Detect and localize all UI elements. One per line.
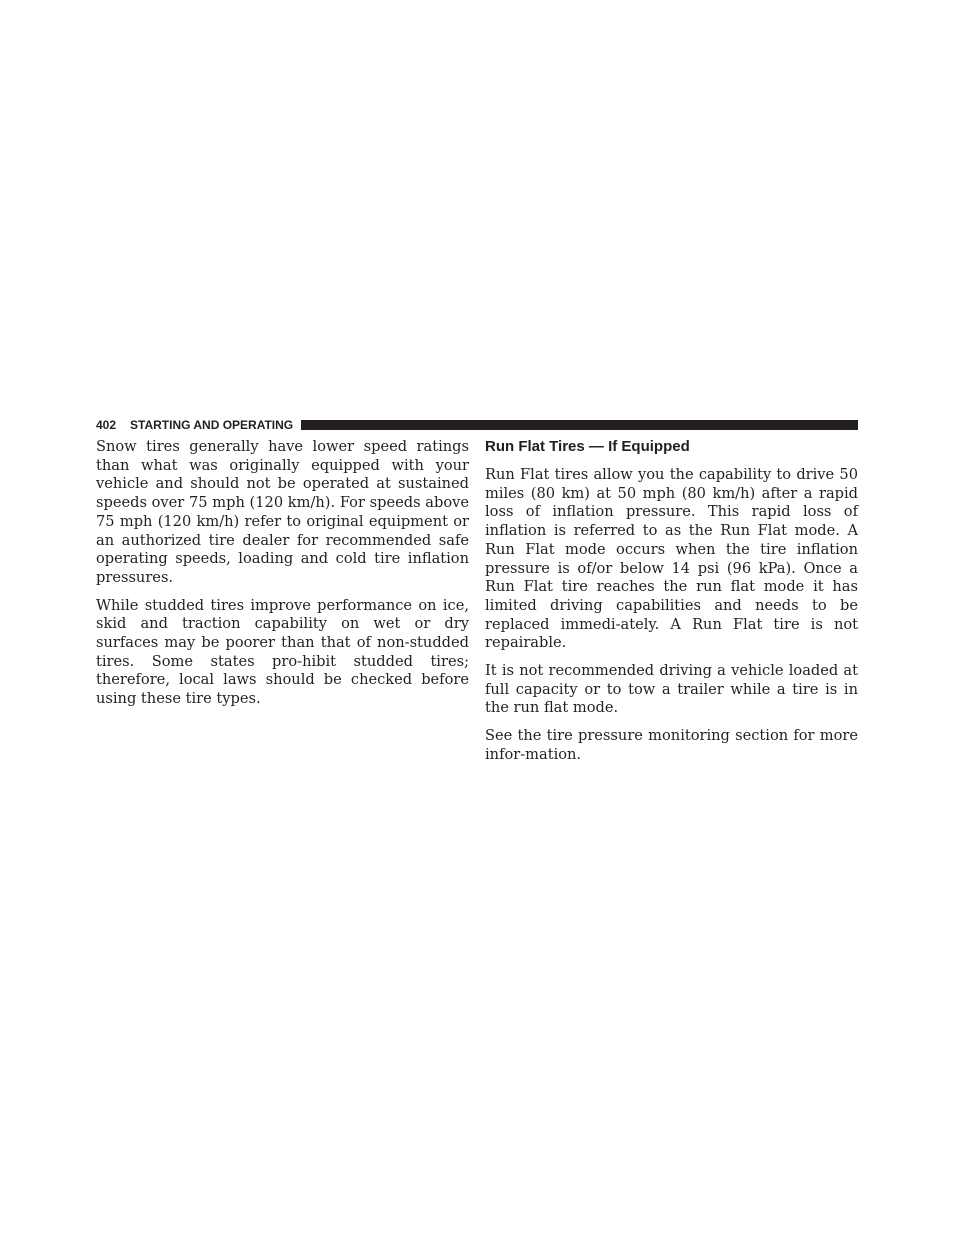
left-column: [96, 438, 469, 718]
run-flat-heading: Run Flat Tires — If Equipped: [485, 438, 690, 455]
paragraph-run-flat-capability: Run Flat tires allow you the capability to drive 50 miles (80 km) at 50 mph (80 km/h) after a rapid loss of inflation pressure. This rapid loss of inflation is referred to as the Run Flat mode. A Run Flat mode occurs when the tire inflation pressure is of/or below 14 psi (96 kPa). Once a Run Flat tire reaches the run flat mode it has limited driving capabilities and needs to be replaced immedi-ately. A Run Flat tire is not repairable.: [485, 466, 858, 652]
page-number: 402: [96, 418, 117, 432]
paragraph-see-tpms: See the tire pressure monitoring section for more infor-mation.: [485, 727, 858, 763]
right-column: [485, 438, 858, 774]
paragraph-snow-tires: Snow tires generally have lower speed ratings than what was originally equipped with your vehicle and should not be operated at sustained speeds over 75 mph (120 km/h). For speeds above 75 mph (120 km/h) refer to original equipment or an authorized tire dealer for recommended safe operating speeds, loading and cold tire inflation pressures.: [96, 438, 469, 586]
paragraph-run-flat-loading: It is not recommended driving a vehicle loaded at full capacity or to tow a trailer while a tire is in the run flat mode.: [485, 662, 858, 717]
paragraph-studded-tires: While studded tires improve performance on ice, skid and traction capability on wet or dry surfaces may be poorer than that of non-studded tires. Some states pro-hibit studded tires; therefore, local laws should be checked before using these tire types.: [96, 596, 469, 708]
section-title: STARTING AND OPERATING: [130, 418, 294, 432]
header-rule: [301, 420, 858, 430]
page-header: [96, 417, 858, 433]
